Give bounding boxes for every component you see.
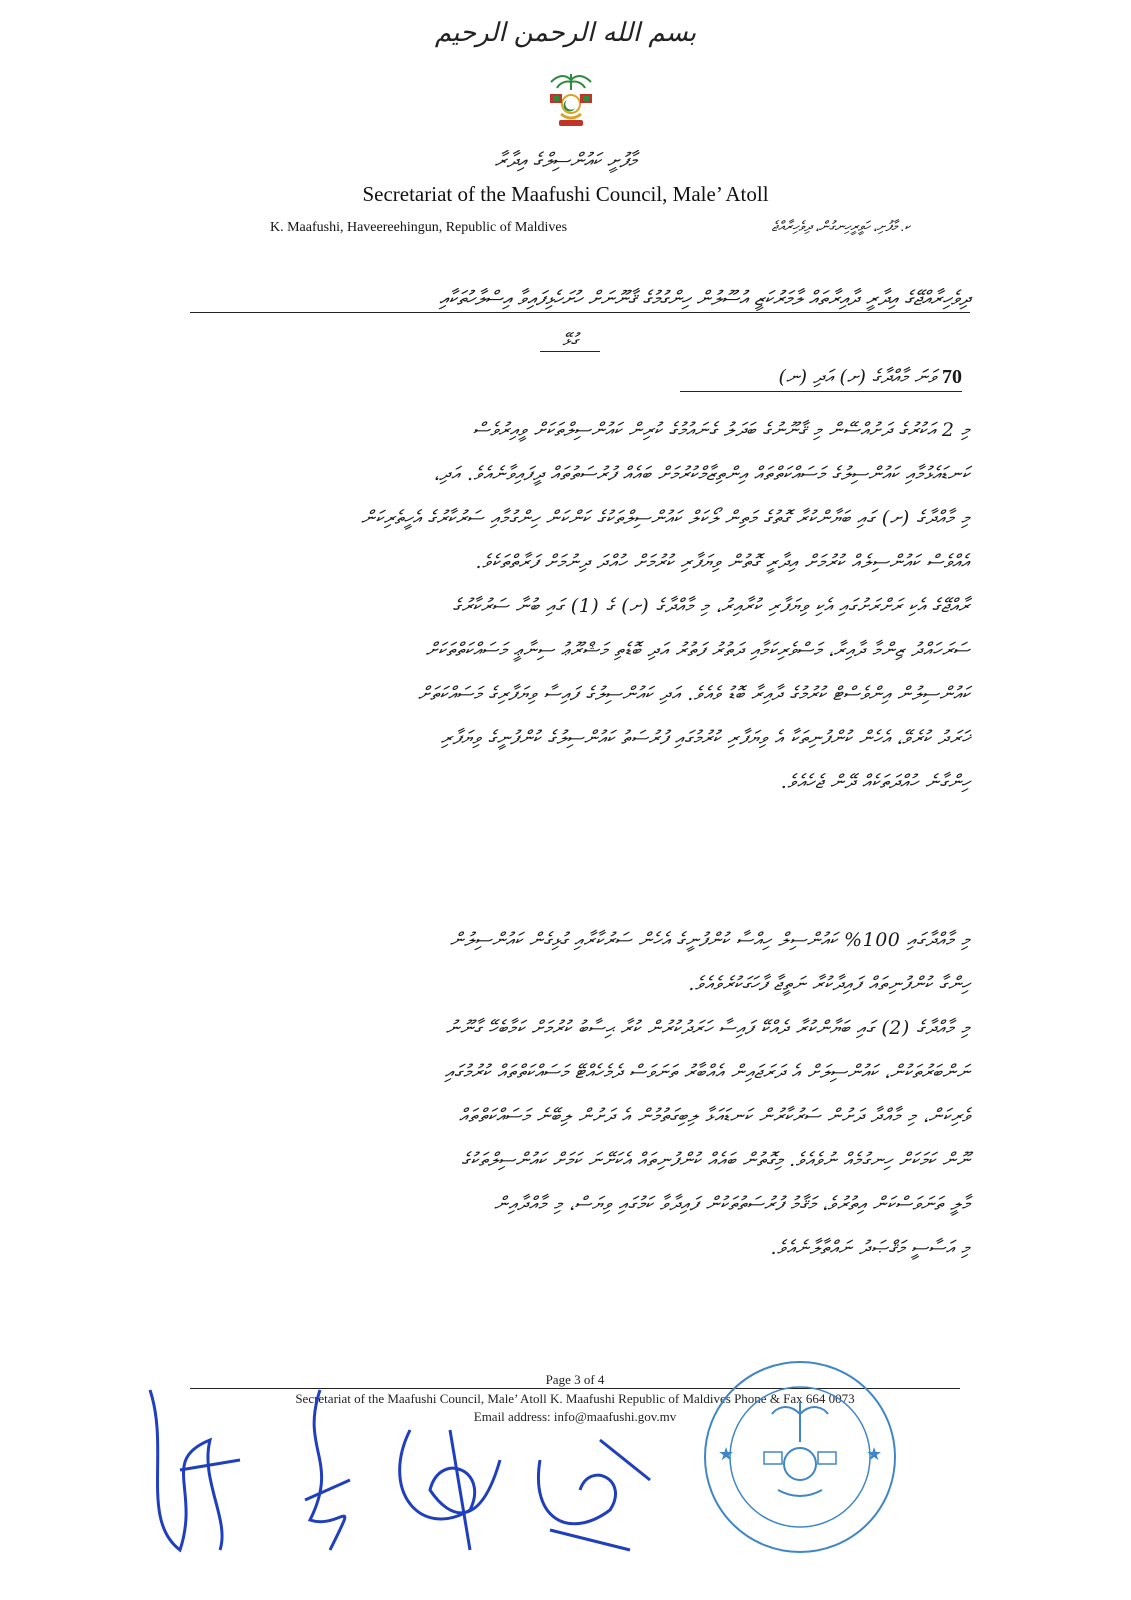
paragraph-line: އެއްވެސް ކައުންސިލެއް ކުރުމަށް އިދާރީ ގޮތުން ވިޔަފާރި ކުރުމަށް ހުއްދަ ދިނުމަށް ފަރާތްތަކެވެ. <box>475 551 970 573</box>
body-section-2 <box>180 918 970 1270</box>
bismillah-calligraphy: بسم الله الرحمن الرحيم <box>434 18 697 48</box>
paragraph-line: ހިންގާ ކުންފުނިތައް ފައިދާކުރާ ނަތީޖާ ފާހަގަކުރެވެއެވެ. <box>688 973 970 995</box>
page-number: Page 3 of 4 <box>545 1372 605 1387</box>
svg-text:★: ★ <box>718 1444 735 1465</box>
address-row <box>270 220 910 236</box>
clause-reference <box>680 366 962 392</box>
clause-number: 70 <box>942 366 962 388</box>
paragraph-line: ޚަރަދު ކުރެވޭ، އެހެން ކުންފުނިތަކާ އެ ވިޔަފާރި ކުރުމުގައި ފުރުސަތު ކައުންސިލުގެ ކުންފުނީގެ ވިޔަފާރި <box>440 727 970 749</box>
signature-2 <box>305 1390 350 1550</box>
paragraph-line: ކަނޑައެޅުމާއި ކައުންސިލުގެ މަސައްކަތްތައް އިންތިޒާމްކުރުމަށް ބައެއް ފުރުސަތުތައް ދީފައިވާނެއެވެ. އަދި، <box>433 463 970 485</box>
paragraph-line: ސަރަހައްދު ޒިންމާ ދާއިރާ، މަސްވެރިކަމާއި ދަތުރު ފަތުރު އަދި ބޮޑެތި މަޝްރޫޢު ސިނާޢީ މަސައްކަތްތަކަށް <box>425 639 970 661</box>
organization-name-english: Secretariat of the Maafushi Council, Male’ Atoll <box>362 182 769 206</box>
signatures <box>110 1370 710 1570</box>
signature-3 <box>400 1430 500 1550</box>
paragraph-line: ހިންގާނެ ހުއްދަތަކެއް ދޭން ޖެހެއެވެ. <box>780 771 970 793</box>
clause-text: ވަނަ މާއްދާގެ (ށ) އަދި (ނ) <box>778 366 936 388</box>
document-heading: ދިވެހިރާއްޖޭގެ އިދާރީ ދާއިރާތައް ލާމަރުކަޒީ އުސޫލުން ހިންގުމުގެ ޤާނޫނަށް ހުށަހެޅިފައިވާ އިސްލާހުތަކާއި <box>190 286 970 313</box>
signature-1 <box>150 1390 240 1550</box>
council-seal-stamp <box>700 1352 900 1562</box>
paragraph-line: މި މާއްދާގައި 100% ކައުންސިލް ހިއްސާ ކުންފުނީގެ އެހެން ސަރުކާރާއި ގުޅިގެން ކައުންސިލުން <box>449 929 970 951</box>
address-english: K. Maafushi, Haveereehingun, Republic of Maldives <box>270 220 568 235</box>
organization-name-dhivehi: މާފުށީ ކައުންސިލްގެ އިދާރާ <box>494 148 637 172</box>
paragraph-line: ކައުންސިލުން އިންވެސްޓް ކުރުމުގެ ދާއިރާ ބޮޑު ވެއެވެ. އަދި ކައުންސިލުގެ ފައިސާ ވިޔަފާރިގެ މަސައްކަތަށް <box>417 683 970 705</box>
paragraph-line: ނަންބަރުތަކުން، ކައުންސިލަށް އެ ދަރަޖައިން އެއްބާރު ތަނަވަސް ދެމެހެއްޓޭ މަސައްކަތްތައް ކުރުމުގައި <box>444 1061 970 1083</box>
footer-email: Email address: info@maafushi.gov.mv <box>473 1409 677 1424</box>
paragraph-line: ރާއްޖޭގެ އެކި ރަށްރަށުގައި އެކި ވިޔަފާރި ކުރާއިރު، މި މާއްދާގެ (ށ) ގެ (1) ގައި ބުނާ ސަރުކާރުގެ <box>452 595 970 617</box>
document-heading-continuation: ގުޅޭ <box>540 330 600 352</box>
signature-4 <box>538 1440 650 1550</box>
paragraph-line: މި 2 އަކުރުގެ ދަށުއްސޭން މި ޤާނޫނުގެ ބަދަލު ގެނައުމުގެ ކުރިން ކައުންސިލްތަކަށް ވީއިރުވެސް <box>472 419 970 441</box>
national-emblem-icon <box>545 70 597 132</box>
paragraph-line: މާލީ ތަނަވަސްކަން އިތުރުވެ، މަޤާމު ފުރުސަތުތަކުން ފައިދާވާ ކަމުގައި ވިޔަސް، މި މާއްދާއިން <box>494 1193 970 1215</box>
paragraph-line: ނޫން ކަމަކަށް ހިނގުމެއް ނުވެއެވެ. މިގޮތުން ބައެއް ކުންފުނިތައް އެކަށޭނަ ކަމަށް ކައުންސިލްތަކުގެ <box>461 1149 970 1171</box>
svg-text:★: ★ <box>866 1444 883 1465</box>
address-dhivehi: ކ. މާފުށި، ހަވީރީހިނގުން، ދިވެހިރާއްޖެ <box>771 220 910 235</box>
paragraph-line: މި މާއްދާގެ (ށ) ގައި ބަޔާންކުރާ ގޮތުގެ މަތިން ލޯކަލް ކައުންސިލްތަކުގެ ކަންކަން ހިންގުމާއި ސަރުކާރުގެ އެހީތެރިކަން <box>361 507 970 529</box>
footer-address: Secretariat of the Maafushi Council, Male’ Atoll K. Maafushi Republic of Maldives Phone & Fax 664 0073 <box>295 1391 855 1406</box>
paragraph-line: ވެރިކަން، މި މާއްދާ ދަށުން ސަރުކާރުން ކަނޑައަޅާ ލިބިގަތުމުން އެ ދަށުން ލިބޭނެ މަސައްކަތްތައް <box>458 1105 970 1127</box>
paragraph-line: މި މާއްދާގެ (2) ގައި ބަޔާންކުރާ ދެއްކޭ ފައިސާ ހަރަދުކުރުން ކުރާ ޙިސާބު ކުރުމަށް ކަމާބެހޭ ގާނޫނު <box>445 1017 970 1039</box>
body-section-1 <box>180 408 970 804</box>
paragraph-line: މި އަސާސީ މަޤްޞަދު ނައްތާލާނެއެވެ. <box>770 1237 970 1259</box>
